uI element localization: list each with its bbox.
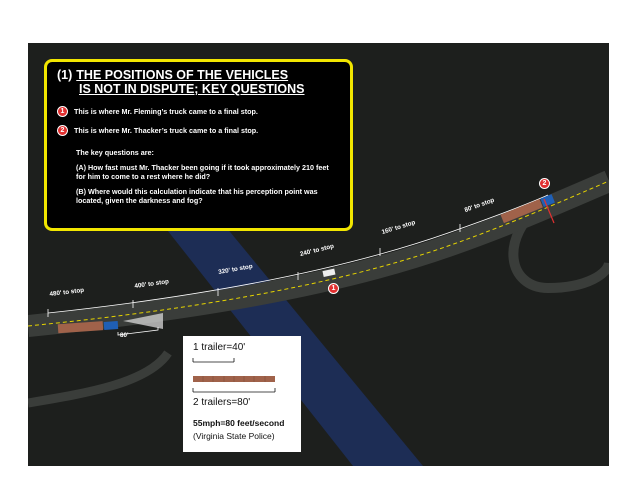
accident-scene-diagram [28,43,609,466]
key-questions-label: The key questions are: [76,148,154,157]
callout-number: (1) [57,68,73,82]
marker2-text: This is where Mr. Thacker’s truck came to a final stop. [74,126,259,135]
distance-label-400: 400' to stop [134,278,170,290]
key-questions-callout [44,59,353,231]
legend-box [183,336,301,452]
vehicle-length-label: 80' [120,332,129,339]
side-road-lower-left [28,353,168,403]
marker2-row [57,125,340,136]
marker1-text: This is where Mr. Fleming’s truck came to a final stop. [74,107,258,116]
map-marker-2: 2 [539,178,550,189]
distance-label-480: 480' to stop [49,286,85,298]
map-marker-1: 1 [328,283,339,294]
legend-two-trailers: 2 trailers=80' [193,397,251,408]
callout-title-line1 [57,68,340,82]
callout-title-line2: IS NOT IN DISPUTE; KEY QUESTIONS [79,82,305,96]
distance-label-320: 320' to stop [217,263,254,276]
legend-trailer-graphics [183,336,301,396]
legend-source: (Virginia State Police) [193,431,275,441]
distance-label-80: 80' to stop [463,196,496,214]
marker1-row [57,106,340,117]
legend-speed: 55mph=80 feet/second [193,418,285,428]
legend-one-trailer: 1 trailer=40' [193,342,246,353]
callout-title-text: THE POSITIONS OF THE VEHICLES [76,68,289,82]
question-b: (B) Where would this calculation indicate that his perception point was located, given the darkness and fog? [76,187,318,205]
marker1-badge: 1 [57,106,68,117]
question-a: (A) How fast must Mr. Thacker been going if it took approximately 210 feet for him to come to a rest where he did? [76,163,329,181]
distance-label-160: 160' to stop [380,219,417,236]
distance-label-240: 240' to stop [299,242,335,258]
marker2-badge: 2 [57,125,68,136]
